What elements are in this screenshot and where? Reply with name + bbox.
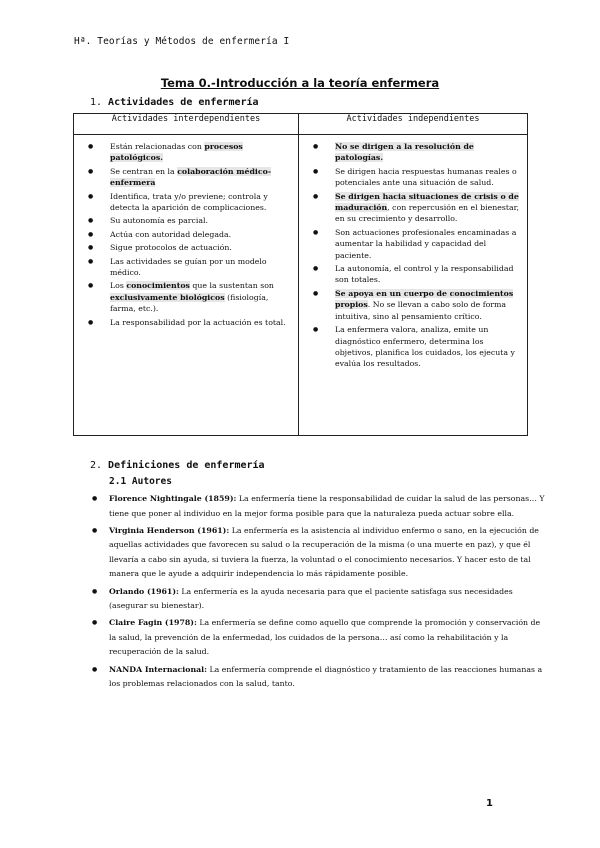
list-item: ● Las actividades se guían por un modelo médico.: [110, 256, 292, 279]
table-body-row: [74, 135, 528, 436]
section-title: Definiciones de enfermería: [108, 460, 265, 471]
author-definition: La enfermería es la asistencia al individuo enfermo o sano, en la ejecución de aquellas actividades que favorecen su salud o la recuperación de la misma (o una muerte en paz), y que él llevaría a cabo sin ayuda, si tuviera la fuerza, la voluntad o el conocimiento necesarios. Y hacer esto de tal manera que le ayude a adquirir independencia lo más rápidamente posible.: [109, 525, 539, 579]
author-definition: La enfermería es la ayuda necesaria para que el paciente satisfaga sus necesidades (asegurar su bienestar).: [109, 586, 513, 611]
subsection-number: 2.1: [109, 476, 127, 487]
page-title: Tema 0.-Introducción a la teoría enfermera: [160, 76, 440, 90]
section-heading-activities: [90, 97, 259, 108]
list-item: [109, 524, 549, 582]
list-item: [109, 492, 549, 521]
column-header-independent: Actividades independientes: [299, 114, 528, 135]
page-number: 1: [486, 798, 493, 809]
authors-list: [90, 492, 549, 694]
item-text: Se centran en la: [110, 166, 178, 176]
list-item: ● Actúa con autoridad delegada.: [110, 229, 292, 240]
table-header-row: [74, 114, 528, 135]
list-item: [335, 191, 521, 225]
list-item: ● Sigue protocolos de actuación.: [110, 242, 292, 253]
author-definition: La enfermería se define como aquello que comprende la promoción y conservación de la salud, la prevención de la enfermedad, los cuidados de la persona… así como la rehabilitación y la recuperación de la salud.: [109, 618, 541, 657]
list-item: ● Identifica, trata y/o previene; controla y detecta la aparición de complicaciones.: [110, 191, 292, 214]
independent-cell: [299, 135, 528, 436]
item-text: Están relacionadas con: [110, 142, 205, 151]
item-text: que la sustentan son: [189, 281, 274, 291]
independent-list: [299, 141, 521, 370]
interdependent-list: [74, 141, 292, 328]
interdependent-cell: [74, 135, 299, 436]
item-highlight: No se dirigen a la resolución de patologías.: [335, 142, 474, 163]
item-text: (fisiología, farma, etc.).: [110, 292, 269, 314]
list-item: [109, 585, 549, 614]
item-highlight: Se dirigen hacia situaciones de crisis o de maduración: [335, 191, 519, 213]
course-header: Hª. Teorías y Métodos de enfermería I: [74, 36, 290, 47]
activities-table: [73, 113, 528, 436]
author-name: Orlando (1961):: [109, 586, 179, 596]
item-highlight: conocimientos: [126, 281, 190, 291]
column-header-interdependent: Actividades interdependientes: [74, 114, 299, 135]
list-item: ● La responsabilidad por la actuación es total.: [110, 317, 292, 328]
list-item: [109, 616, 549, 660]
item-text: . No se llevan a cabo solo de forma intuitiva, sino al pensamiento crítico.: [335, 300, 507, 321]
list-item: [110, 166, 292, 189]
list-item: [110, 141, 292, 164]
list-item: ● Son actuaciones profesionales encaminadas a aumentar la habilidad y capacidad del paciente.: [335, 227, 521, 261]
item-highlight: procesos patológicos.: [110, 142, 243, 163]
subsection-title: Autores: [131, 476, 172, 487]
subsection-heading-authors: [109, 476, 172, 487]
list-item: ● Su autonomía es parcial.: [110, 215, 292, 226]
item-text: , con repercusión en el bienestar, en su crecimiento y desarrollo.: [335, 203, 520, 224]
author-name: Virginia Henderson (1961):: [109, 525, 230, 535]
section-number: 2.: [90, 460, 103, 471]
item-highlight: colaboración médico-enfermera: [110, 166, 272, 188]
item-highlight: Se apoya en un cuerpo de conocimientos propios: [335, 288, 514, 310]
list-item: [110, 280, 292, 314]
section-number: 1.: [90, 97, 103, 108]
item-highlight: exclusivamente biológicos: [110, 292, 225, 302]
list-item: [335, 141, 521, 164]
author-name: Claire Fagin (1978):: [109, 618, 197, 628]
section-heading-definitions: [90, 460, 265, 471]
list-item: [109, 663, 549, 692]
list-item: [335, 288, 521, 322]
section-title: Actividades de enfermería: [108, 97, 259, 108]
list-item: ● La autonomía, el control y la responsabilidad son totales.: [335, 263, 521, 286]
author-name: NANDA Internacional:: [109, 664, 208, 674]
author-definition: La enfermería comprende el diagnóstico y tratamiento de las reacciones humanas a los problemas relacionados con la salud, tanto.: [109, 664, 543, 689]
author-name: Florence Nightingale (1859):: [109, 494, 237, 503]
list-item: ● La enfermera valora, analiza, emite un diagnóstico enfermero, determina los objetivos, planifica los cuidados, los ejecuta y evalúa los resultados.: [335, 324, 521, 370]
list-item: ● Se dirigen hacia respuestas humanas reales o potenciales ante una situación de salud.: [335, 166, 521, 189]
author-definition: La enfermería tiene la responsabilidad de cuidar la salud de las personas… Y tiene que poner al individuo en la mejor forma posible para que la naturaleza pueda actuar sobre ella.: [109, 494, 545, 518]
item-text: Los: [110, 281, 127, 291]
